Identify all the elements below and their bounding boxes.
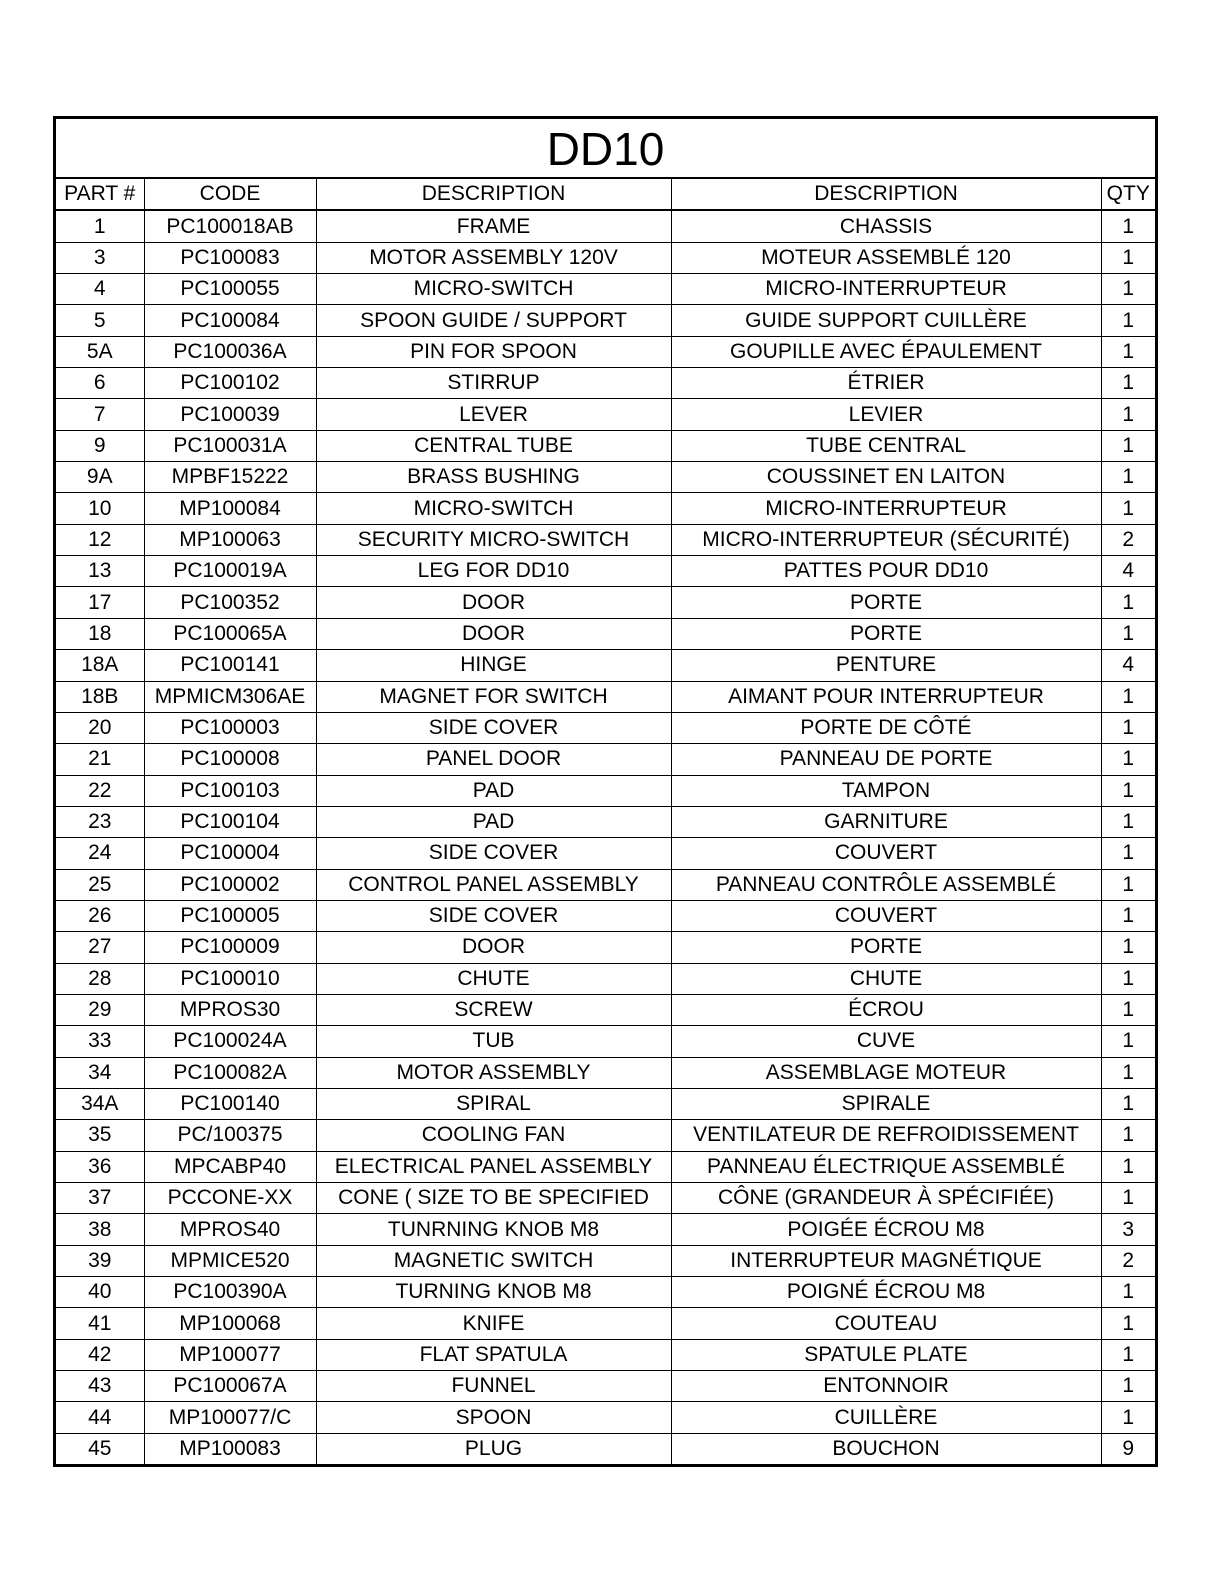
cell-code: PC100036A	[144, 336, 316, 367]
table-row	[56, 336, 1155, 367]
table-row	[56, 1088, 1155, 1119]
cell-part: 6	[56, 368, 144, 399]
cell-part: 10	[56, 493, 144, 524]
table-row	[56, 806, 1155, 837]
table-row	[56, 368, 1155, 399]
cell-code: MP100083	[144, 1433, 316, 1464]
table-row	[56, 210, 1155, 242]
cell-code: PC100004	[144, 838, 316, 869]
cell-part: 40	[56, 1277, 144, 1308]
cell-part: 43	[56, 1371, 144, 1402]
cell-qty: 1	[1101, 963, 1155, 994]
cell-description-fr: SPATULE PLATE	[671, 1339, 1101, 1370]
cell-description-en: KNIFE	[316, 1308, 671, 1339]
cell-part: 9A	[56, 462, 144, 493]
cell-code: PC100002	[144, 869, 316, 900]
cell-qty: 1	[1101, 587, 1155, 618]
table-row	[56, 1371, 1155, 1402]
cell-code: PC100082A	[144, 1057, 316, 1088]
table-row	[56, 775, 1155, 806]
cell-code: PC100102	[144, 368, 316, 399]
cell-description-en: PLUG	[316, 1433, 671, 1464]
cell-qty: 3	[1101, 1214, 1155, 1245]
table-row	[56, 493, 1155, 524]
cell-description-fr: CHASSIS	[671, 210, 1101, 242]
cell-description-en: FRAME	[316, 210, 671, 242]
header-row	[56, 178, 1155, 210]
cell-description-en: STIRRUP	[316, 368, 671, 399]
cell-qty: 1	[1101, 932, 1155, 963]
table-row	[56, 932, 1155, 963]
cell-code: PC100024A	[144, 1026, 316, 1057]
cell-qty: 1	[1101, 806, 1155, 837]
cell-description-en: MAGNETIC SWITCH	[316, 1245, 671, 1276]
cell-part: 35	[56, 1120, 144, 1151]
cell-description-en: DOOR	[316, 932, 671, 963]
cell-part: 1	[56, 210, 144, 242]
table-row	[56, 994, 1155, 1025]
cell-code: PC100009	[144, 932, 316, 963]
cell-qty: 2	[1101, 524, 1155, 555]
cell-part: 42	[56, 1339, 144, 1370]
cell-description-fr: TAMPON	[671, 775, 1101, 806]
cell-code: PC100005	[144, 900, 316, 931]
cell-qty: 1	[1101, 1120, 1155, 1151]
cell-qty: 1	[1101, 869, 1155, 900]
cell-description-en: SIDE COVER	[316, 838, 671, 869]
cell-part: 41	[56, 1308, 144, 1339]
cell-part: 13	[56, 556, 144, 587]
table-row	[56, 838, 1155, 869]
table-row	[56, 1402, 1155, 1433]
cell-description-fr: PANNEAU CONTRÔLE ASSEMBLÉ	[671, 869, 1101, 900]
cell-description-en: DOOR	[316, 587, 671, 618]
cell-qty: 1	[1101, 618, 1155, 649]
cell-description-fr: CUVE	[671, 1026, 1101, 1057]
cell-description-en: COOLING FAN	[316, 1120, 671, 1151]
cell-part: 18B	[56, 681, 144, 712]
table-row	[56, 1057, 1155, 1088]
cell-description-fr: PORTE DE CÔTÉ	[671, 712, 1101, 743]
cell-code: PC100103	[144, 775, 316, 806]
cell-qty: 1	[1101, 399, 1155, 430]
table-row	[56, 242, 1155, 273]
table-row	[56, 1183, 1155, 1214]
cell-description-fr: AIMANT POUR INTERRUPTEUR	[671, 681, 1101, 712]
cell-qty: 4	[1101, 556, 1155, 587]
cell-code: PC100104	[144, 806, 316, 837]
cell-code: PC100055	[144, 274, 316, 305]
cell-qty: 1	[1101, 1183, 1155, 1214]
cell-qty: 1	[1101, 1057, 1155, 1088]
cell-code: PC100031A	[144, 430, 316, 461]
header-description-fr: DESCRIPTION	[671, 178, 1101, 210]
cell-qty: 1	[1101, 242, 1155, 273]
cell-description-en: LEVER	[316, 399, 671, 430]
cell-qty: 1	[1101, 838, 1155, 869]
cell-code: PC100065A	[144, 618, 316, 649]
cell-part: 33	[56, 1026, 144, 1057]
cell-part: 22	[56, 775, 144, 806]
cell-description-en: PAD	[316, 775, 671, 806]
table-row	[56, 1277, 1155, 1308]
cell-description-fr: MICRO-INTERRUPTEUR (SÉCURITÉ)	[671, 524, 1101, 555]
header-part: PART #	[56, 178, 144, 210]
cell-qty: 1	[1101, 994, 1155, 1025]
cell-description-en: PIN FOR SPOON	[316, 336, 671, 367]
cell-qty: 1	[1101, 1402, 1155, 1433]
header-description-en: DESCRIPTION	[316, 178, 671, 210]
cell-part: 37	[56, 1183, 144, 1214]
table-row	[56, 524, 1155, 555]
cell-part: 38	[56, 1214, 144, 1245]
table-row	[56, 587, 1155, 618]
cell-code: MPCABP40	[144, 1151, 316, 1182]
cell-code: MP100068	[144, 1308, 316, 1339]
cell-part: 39	[56, 1245, 144, 1276]
cell-code: MPROS30	[144, 994, 316, 1025]
cell-part: 45	[56, 1433, 144, 1464]
cell-qty: 2	[1101, 1245, 1155, 1276]
title-row	[56, 119, 1155, 178]
cell-description-en: PANEL DOOR	[316, 744, 671, 775]
cell-description-fr: MOTEUR ASSEMBLÉ 120	[671, 242, 1101, 273]
cell-part: 28	[56, 963, 144, 994]
cell-description-en: CONE ( SIZE TO BE SPECIFIED	[316, 1183, 671, 1214]
cell-qty: 1	[1101, 712, 1155, 743]
cell-code: PC100003	[144, 712, 316, 743]
cell-description-fr: CUILLÈRE	[671, 1402, 1101, 1433]
cell-description-en: MOTOR ASSEMBLY 120V	[316, 242, 671, 273]
table-row	[56, 305, 1155, 336]
cell-part: 23	[56, 806, 144, 837]
cell-description-fr: PANNEAU ÉLECTRIQUE ASSEMBLÉ	[671, 1151, 1101, 1182]
cell-description-en: MICRO-SWITCH	[316, 493, 671, 524]
table-row	[56, 1151, 1155, 1182]
cell-description-en: MOTOR ASSEMBLY	[316, 1057, 671, 1088]
cell-code: MPBF15222	[144, 462, 316, 493]
cell-description-fr: COUTEAU	[671, 1308, 1101, 1339]
table-title: DD10	[56, 119, 1155, 178]
cell-description-fr: PORTE	[671, 587, 1101, 618]
cell-qty: 1	[1101, 430, 1155, 461]
cell-qty: 1	[1101, 274, 1155, 305]
cell-description-en: TURNING KNOB M8	[316, 1277, 671, 1308]
cell-code: PC100019A	[144, 556, 316, 587]
cell-part: 3	[56, 242, 144, 273]
table-row	[56, 556, 1155, 587]
cell-description-fr: POIGÉE ÉCROU M8	[671, 1214, 1101, 1245]
cell-code: PC100141	[144, 650, 316, 681]
cell-description-en: FLAT SPATULA	[316, 1339, 671, 1370]
table-row	[56, 274, 1155, 305]
cell-part: 29	[56, 994, 144, 1025]
cell-part: 26	[56, 900, 144, 931]
cell-part: 21	[56, 744, 144, 775]
parts-table	[56, 119, 1155, 1464]
cell-description-fr: ENTONNOIR	[671, 1371, 1101, 1402]
table-row	[56, 430, 1155, 461]
cell-description-fr: SPIRALE	[671, 1088, 1101, 1119]
cell-code: MPMICE520	[144, 1245, 316, 1276]
cell-code: MP100084	[144, 493, 316, 524]
cell-description-fr: ÉTRIER	[671, 368, 1101, 399]
cell-description-en: SECURITY MICRO-SWITCH	[316, 524, 671, 555]
parts-list-sheet	[53, 116, 1158, 1467]
cell-part: 24	[56, 838, 144, 869]
cell-description-fr: GUIDE SUPPORT CUILLÈRE	[671, 305, 1101, 336]
cell-description-fr: PANNEAU DE PORTE	[671, 744, 1101, 775]
cell-description-en: CHUTE	[316, 963, 671, 994]
cell-code: PC100018AB	[144, 210, 316, 242]
cell-code: PCCONE-XX	[144, 1183, 316, 1214]
cell-qty: 9	[1101, 1433, 1155, 1464]
cell-part: 27	[56, 932, 144, 963]
cell-description-en: FUNNEL	[316, 1371, 671, 1402]
cell-description-fr: BOUCHON	[671, 1433, 1101, 1464]
cell-part: 44	[56, 1402, 144, 1433]
cell-part: 9	[56, 430, 144, 461]
cell-part: 17	[56, 587, 144, 618]
cell-code: MP100077/C	[144, 1402, 316, 1433]
cell-part: 20	[56, 712, 144, 743]
cell-qty: 1	[1101, 1026, 1155, 1057]
cell-code: PC100083	[144, 242, 316, 273]
cell-qty: 1	[1101, 1339, 1155, 1370]
cell-description-en: TUNRNING KNOB M8	[316, 1214, 671, 1245]
table-row	[56, 1308, 1155, 1339]
table-row	[56, 1339, 1155, 1370]
cell-description-en: SCREW	[316, 994, 671, 1025]
cell-description-fr: ÉCROU	[671, 994, 1101, 1025]
cell-code: MPMICM306AE	[144, 681, 316, 712]
cell-description-en: LEG FOR DD10	[316, 556, 671, 587]
cell-code: MPROS40	[144, 1214, 316, 1245]
cell-qty: 1	[1101, 462, 1155, 493]
table-row	[56, 681, 1155, 712]
cell-description-en: SIDE COVER	[316, 900, 671, 931]
cell-description-fr: LEVIER	[671, 399, 1101, 430]
cell-description-en: DOOR	[316, 618, 671, 649]
cell-description-en: HINGE	[316, 650, 671, 681]
cell-qty: 1	[1101, 1277, 1155, 1308]
cell-qty: 1	[1101, 210, 1155, 242]
cell-code: PC100008	[144, 744, 316, 775]
cell-qty: 1	[1101, 368, 1155, 399]
cell-code: PC100352	[144, 587, 316, 618]
cell-part: 12	[56, 524, 144, 555]
cell-code: PC100140	[144, 1088, 316, 1119]
table-row	[56, 462, 1155, 493]
cell-qty: 1	[1101, 744, 1155, 775]
cell-qty: 1	[1101, 305, 1155, 336]
cell-description-fr: PORTE	[671, 618, 1101, 649]
cell-part: 5	[56, 305, 144, 336]
cell-description-en: TUB	[316, 1026, 671, 1057]
cell-description-fr: PATTES POUR DD10	[671, 556, 1101, 587]
cell-description-fr: ASSEMBLAGE MOTEUR	[671, 1057, 1101, 1088]
cell-description-fr: INTERRUPTEUR MAGNÉTIQUE	[671, 1245, 1101, 1276]
cell-description-en: MICRO-SWITCH	[316, 274, 671, 305]
cell-description-en: BRASS BUSHING	[316, 462, 671, 493]
cell-description-fr: PENTURE	[671, 650, 1101, 681]
cell-description-en: SIDE COVER	[316, 712, 671, 743]
cell-description-fr: TUBE CENTRAL	[671, 430, 1101, 461]
cell-qty: 4	[1101, 650, 1155, 681]
cell-code: PC100067A	[144, 1371, 316, 1402]
cell-description-fr: CHUTE	[671, 963, 1101, 994]
cell-description-fr: CÔNE (GRANDEUR À SPÉCIFIÉE)	[671, 1183, 1101, 1214]
cell-qty: 1	[1101, 1371, 1155, 1402]
cell-qty: 1	[1101, 681, 1155, 712]
cell-description-en: ELECTRICAL PANEL ASSEMBLY	[316, 1151, 671, 1182]
cell-part: 34A	[56, 1088, 144, 1119]
cell-description-fr: POIGNÉ ÉCROU M8	[671, 1277, 1101, 1308]
cell-code: PC/100375	[144, 1120, 316, 1151]
cell-description-fr: COUSSINET EN LAITON	[671, 462, 1101, 493]
table-row	[56, 1120, 1155, 1151]
table-row	[56, 712, 1155, 743]
cell-qty: 1	[1101, 493, 1155, 524]
cell-description-en: MAGNET FOR SWITCH	[316, 681, 671, 712]
table-row	[56, 963, 1155, 994]
cell-description-fr: GOUPILLE AVEC ÉPAULEMENT	[671, 336, 1101, 367]
cell-description-fr: PORTE	[671, 932, 1101, 963]
cell-code: PC100010	[144, 963, 316, 994]
table-row	[56, 1026, 1155, 1057]
table-row	[56, 650, 1155, 681]
cell-qty: 1	[1101, 1151, 1155, 1182]
table-row	[56, 1214, 1155, 1245]
table-row	[56, 1245, 1155, 1276]
cell-part: 7	[56, 399, 144, 430]
table-row	[56, 869, 1155, 900]
cell-part: 34	[56, 1057, 144, 1088]
cell-code: MP100077	[144, 1339, 316, 1370]
table-row	[56, 399, 1155, 430]
cell-description-fr: VENTILATEUR DE REFROIDISSEMENT	[671, 1120, 1101, 1151]
cell-part: 18	[56, 618, 144, 649]
cell-part: 5A	[56, 336, 144, 367]
cell-code: PC100039	[144, 399, 316, 430]
cell-part: 4	[56, 274, 144, 305]
header-qty: QTY	[1101, 178, 1155, 210]
cell-description-en: CENTRAL TUBE	[316, 430, 671, 461]
cell-description-fr: MICRO-INTERRUPTEUR	[671, 493, 1101, 524]
header-code: CODE	[144, 178, 316, 210]
table-row	[56, 744, 1155, 775]
cell-qty: 1	[1101, 775, 1155, 806]
cell-part: 25	[56, 869, 144, 900]
cell-description-en: SPIRAL	[316, 1088, 671, 1119]
cell-description-fr: COUVERT	[671, 900, 1101, 931]
cell-description-en: SPOON	[316, 1402, 671, 1433]
cell-description-fr: MICRO-INTERRUPTEUR	[671, 274, 1101, 305]
cell-part: 36	[56, 1151, 144, 1182]
cell-code: MP100063	[144, 524, 316, 555]
cell-code: PC100390A	[144, 1277, 316, 1308]
cell-qty: 1	[1101, 1088, 1155, 1119]
cell-description-fr: GARNITURE	[671, 806, 1101, 837]
cell-qty: 1	[1101, 336, 1155, 367]
table-row	[56, 1433, 1155, 1464]
cell-description-fr: COUVERT	[671, 838, 1101, 869]
cell-qty: 1	[1101, 1308, 1155, 1339]
cell-description-en: SPOON GUIDE / SUPPORT	[316, 305, 671, 336]
cell-code: PC100084	[144, 305, 316, 336]
cell-description-en: CONTROL PANEL ASSEMBLY	[316, 869, 671, 900]
cell-description-en: PAD	[316, 806, 671, 837]
table-row	[56, 900, 1155, 931]
cell-qty: 1	[1101, 900, 1155, 931]
cell-part: 18A	[56, 650, 144, 681]
table-row	[56, 618, 1155, 649]
